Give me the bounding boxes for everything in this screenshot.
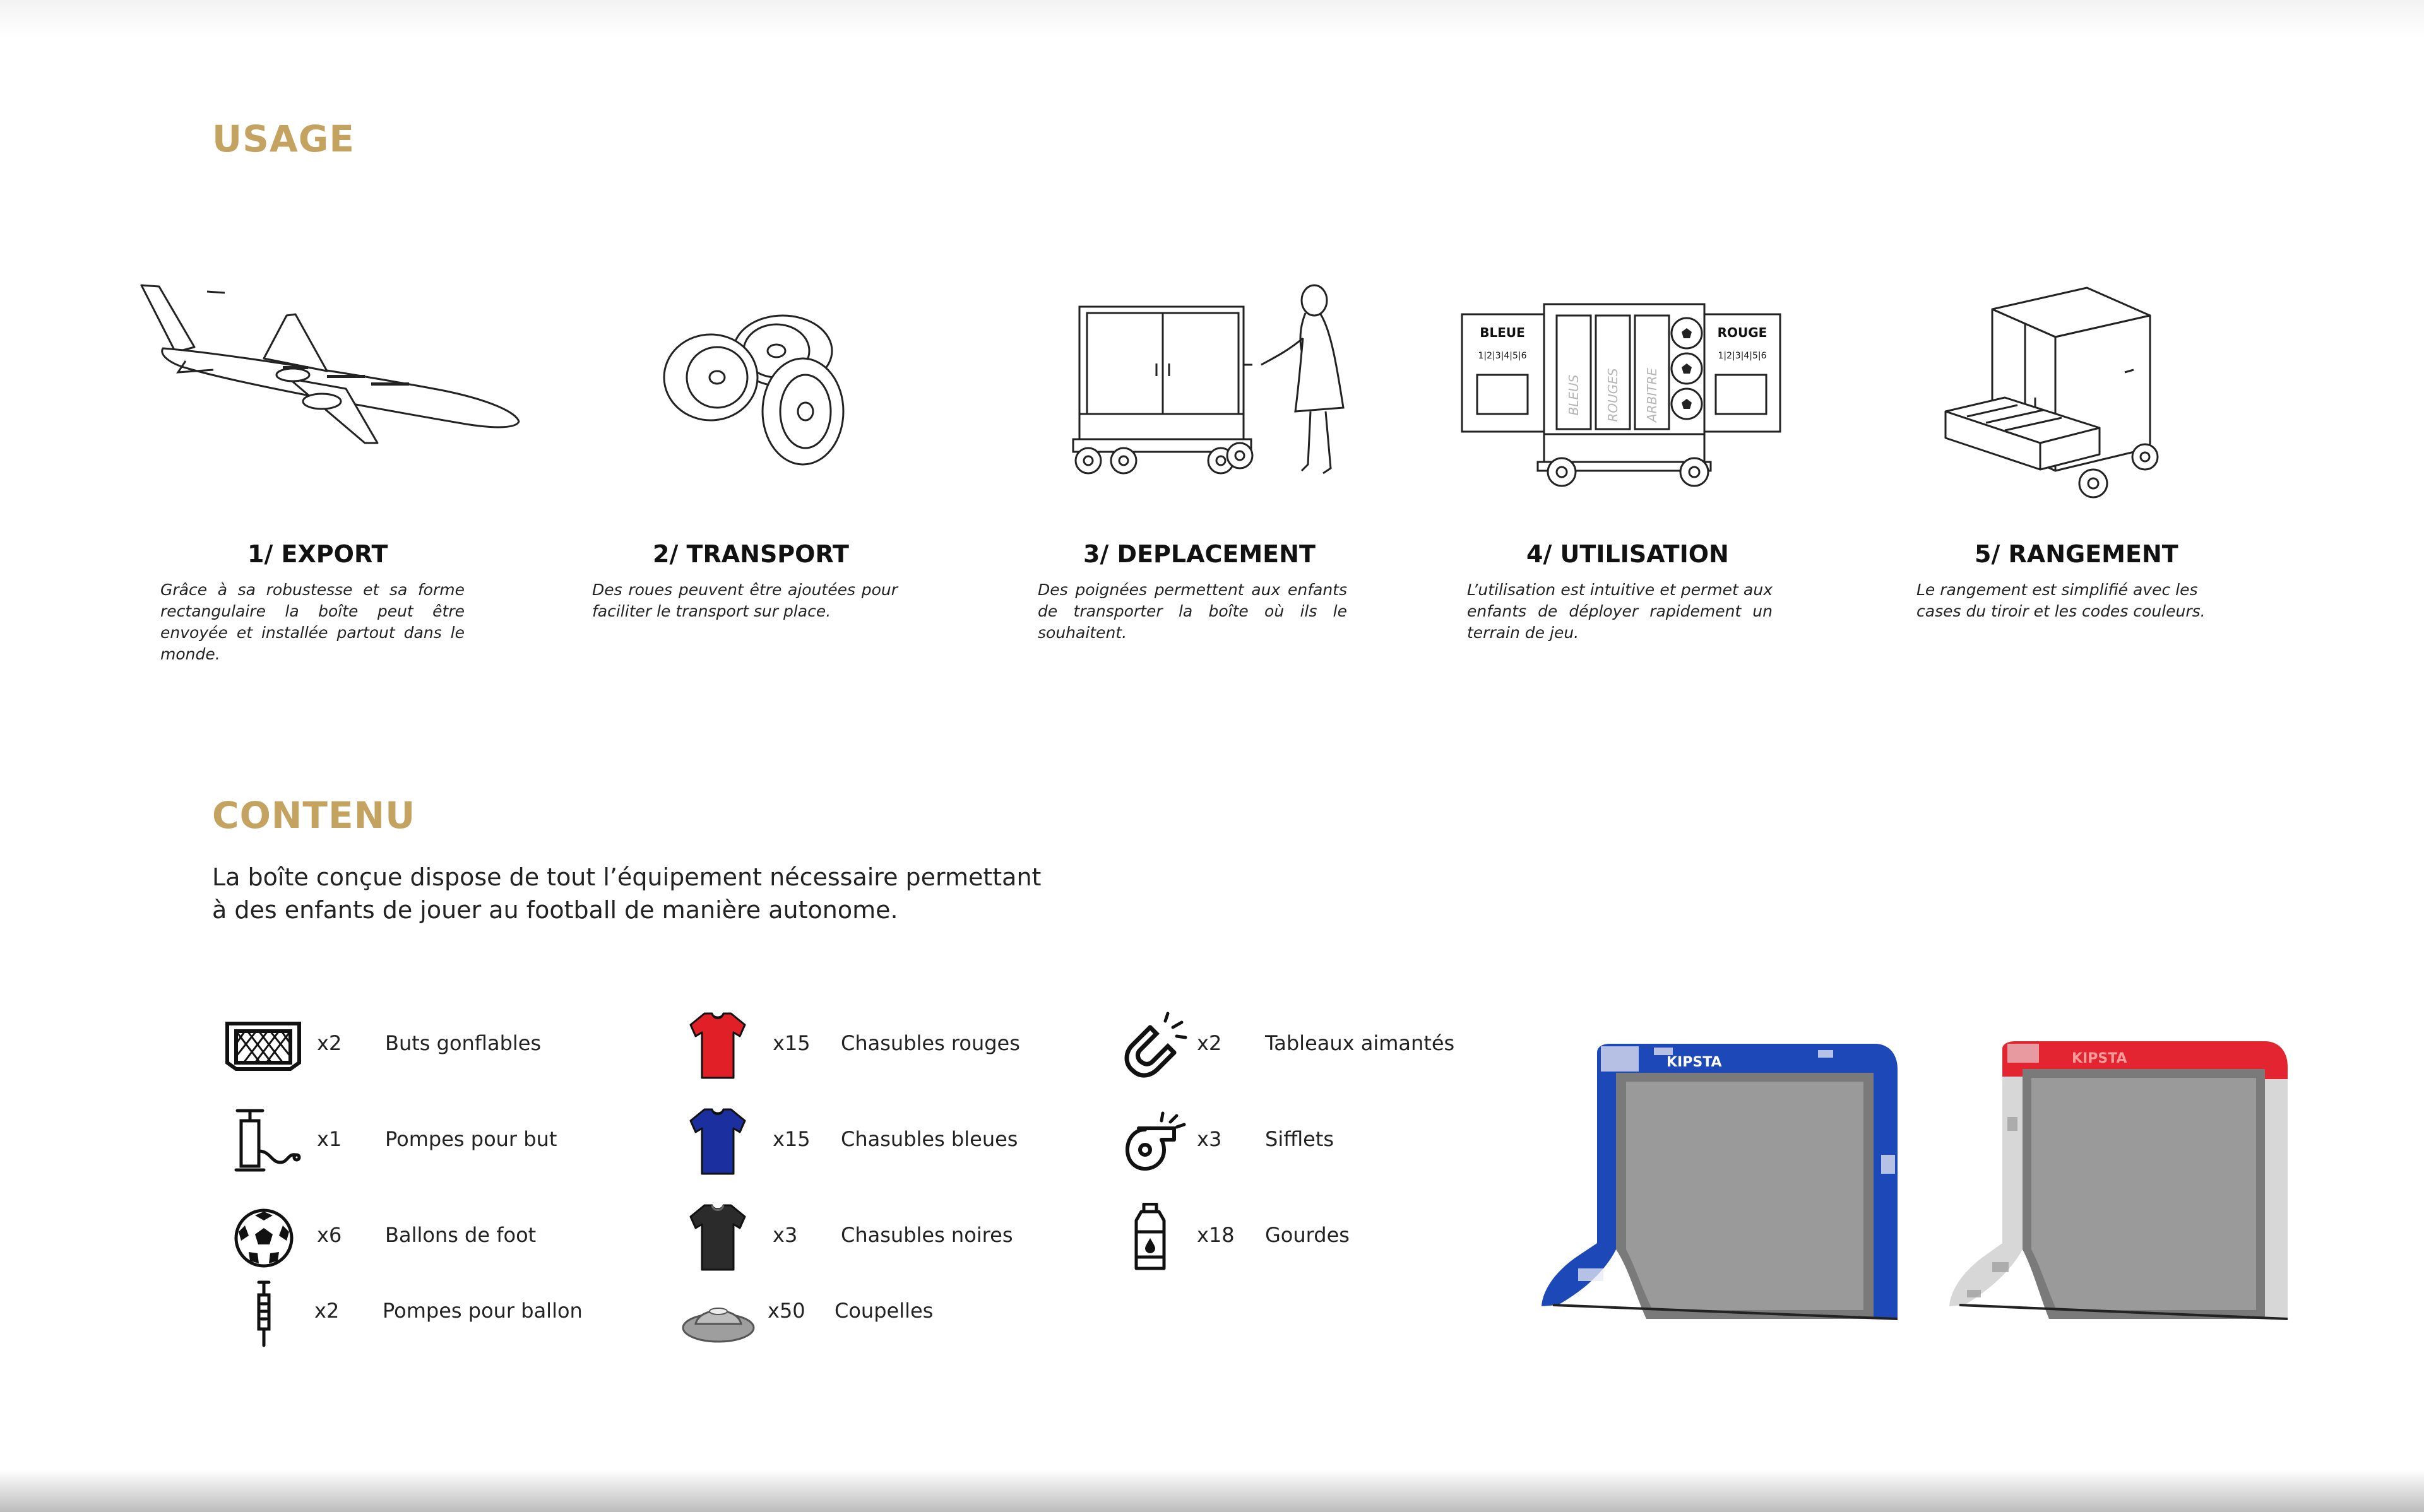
blue-jersey-icon [677, 1107, 759, 1176]
item-qty: x3 [773, 1223, 798, 1247]
list-item-whistles [1111, 1107, 1553, 1176]
step-description: Des roues peuvent être ajoutées pour faciliter le transport sur place. [592, 581, 898, 620]
top-fade [0, 0, 2424, 38]
item-qty: x50 [768, 1299, 805, 1323]
step-description: L’utilisation est intuitive et permet aux enfants de déployer rapidement un terrain de jeu. [1467, 581, 1773, 642]
drawer-box-icon [1942, 284, 2163, 502]
open-box-icon [1458, 300, 1784, 493]
cart-child-icon [1060, 281, 1351, 490]
goal-brand: KIPSTA [1666, 1054, 1722, 1070]
item-qty: x6 [317, 1223, 342, 1247]
wheels-icon [656, 312, 846, 470]
magnet-icon [1111, 1011, 1193, 1080]
whistle-icon [1111, 1107, 1193, 1176]
list-item-boards [1111, 1011, 1553, 1080]
goal-icon [222, 1011, 304, 1080]
item-qty: x2 [314, 1299, 340, 1323]
intro-line: à des enfants de jouer au football de manière autonome. [212, 896, 898, 924]
item-label: Gourdes [1265, 1223, 1350, 1247]
item-label: Chasubles bleues [841, 1127, 1018, 1151]
list-item-red-bibs [677, 1011, 1119, 1080]
item-qty: x15 [773, 1031, 811, 1055]
goal-brand: KIPSTA [2072, 1051, 2127, 1066]
item-label: Buts gonflables [385, 1031, 542, 1055]
left-team-label: BLEUE [1480, 325, 1525, 340]
step-title: 2/ TRANSPORT [653, 540, 849, 568]
list-item-cones [677, 1279, 1119, 1348]
contenu-intro [212, 861, 1096, 926]
column-label: BLEUS [1566, 374, 1581, 416]
step-title: 4/ UTILISATION [1526, 540, 1729, 568]
item-qty: x2 [317, 1031, 342, 1055]
list-item-pump [222, 1107, 664, 1176]
item-label: Coupelles [835, 1299, 934, 1323]
list-item-blue-bibs [677, 1107, 1119, 1176]
football-icon [222, 1203, 304, 1272]
step-description: Le rangement est simplifié avec les cases du tiroir et les codes couleurs. [1916, 581, 2206, 620]
usage-title: USAGE [212, 117, 355, 160]
list-item-ball-pump [222, 1279, 664, 1348]
item-label: Pompes pour but [385, 1127, 557, 1151]
item-label: Pompes pour ballon [383, 1299, 583, 1323]
right-team-label: ROUGE [1717, 325, 1768, 340]
right-numbers: 1|2|3|4|5|6 [1718, 351, 1767, 361]
column-label: ARBITRE [1644, 368, 1660, 422]
contenu-title: CONTENU [212, 794, 416, 837]
item-label: Chasubles rouges [841, 1031, 1020, 1055]
item-qty: x15 [773, 1127, 811, 1151]
ball-pump-icon [222, 1279, 304, 1348]
item-label: Ballons de foot [385, 1223, 537, 1247]
red-goal-image [1948, 1041, 2289, 1338]
step-title: 1/ EXPORT [247, 540, 388, 568]
bottle-icon [1111, 1203, 1193, 1272]
pump-icon [222, 1107, 304, 1176]
bottom-fade [0, 1470, 2424, 1512]
airplane-icon [138, 278, 524, 452]
item-qty: x3 [1197, 1127, 1222, 1151]
blue-goal-image [1540, 1041, 1900, 1338]
list-item-balls [222, 1203, 664, 1272]
item-label: Sifflets [1265, 1127, 1334, 1151]
item-qty: x1 [317, 1127, 342, 1151]
black-jersey-icon [677, 1203, 759, 1272]
column-label: ROUGES [1605, 368, 1620, 422]
intro-line: La boîte conçue dispose de tout l’équipement nécessaire permettant [212, 863, 1042, 891]
step-description: Grâce à sa robustesse et sa forme rectangulaire la boîte peut être envoyée et installée partout dans le monde. [160, 581, 465, 663]
item-qty: x2 [1197, 1031, 1222, 1055]
item-label: Tableaux aimantés [1265, 1031, 1455, 1055]
list-item-black-bibs [677, 1203, 1119, 1272]
list-item-bottles [1111, 1203, 1553, 1272]
step-title: 5/ RANGEMENT [1975, 540, 2178, 568]
red-jersey-icon [677, 1011, 759, 1080]
cone-icon [677, 1279, 759, 1348]
list-item-goals [222, 1011, 664, 1080]
left-numbers: 1|2|3|4|5|6 [1478, 351, 1527, 361]
item-qty: x18 [1197, 1223, 1235, 1247]
item-label: Chasubles noires [841, 1223, 1013, 1247]
step-title: 3/ DEPLACEMENT [1083, 540, 1316, 568]
step-description: Des poignées permettent aux enfants de transporter la boîte où ils le souhaitent. [1038, 581, 1347, 642]
